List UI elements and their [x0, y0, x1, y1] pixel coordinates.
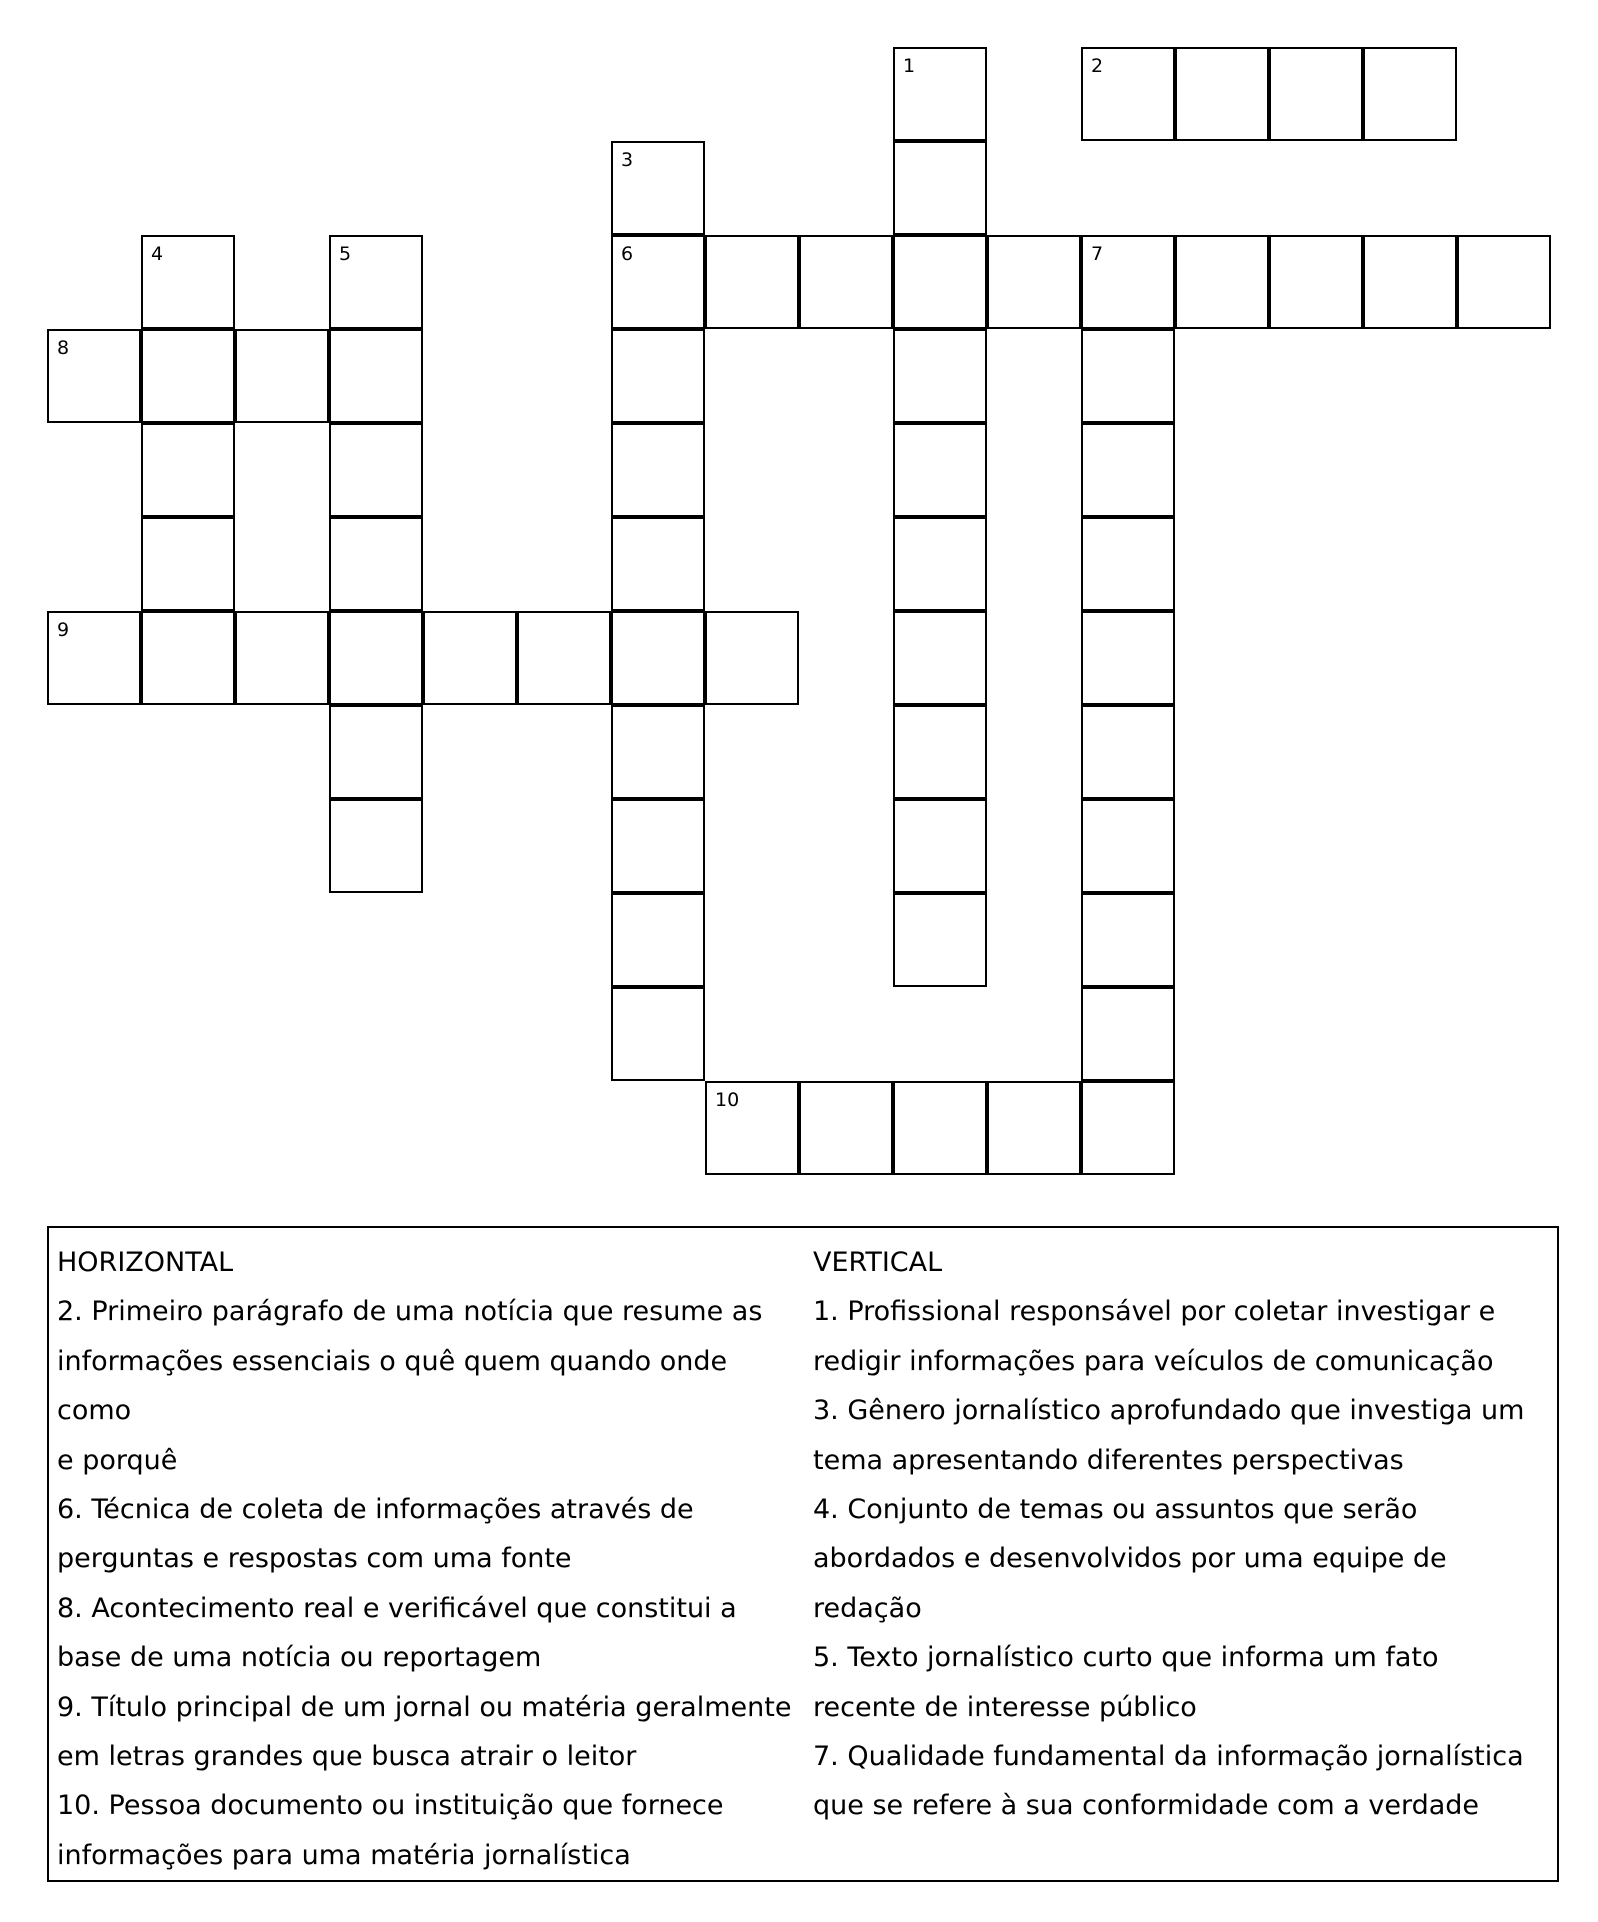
crossword-cell[interactable] — [611, 987, 705, 1081]
crossword-cell[interactable] — [1457, 235, 1551, 329]
crossword-cell[interactable] — [1175, 47, 1269, 141]
clue-line: 3. Gênero jornalístico aprofundado que investiga um — [813, 1395, 1525, 1427]
crossword-cell[interactable] — [235, 329, 329, 423]
clue-line: 7. Qualidade fundamental da informação jornalística — [813, 1741, 1524, 1773]
crossword-cell[interactable] — [1363, 47, 1457, 141]
crossword-cell[interactable] — [517, 611, 611, 705]
crossword-cell[interactable] — [611, 329, 705, 423]
crossword-cell-4[interactable] — [141, 235, 235, 329]
clue-line: 4. Conjunto de temas ou assuntos que serão — [813, 1494, 1418, 1526]
clue-line: 8. Acontecimento real e verificável que constitui a — [57, 1592, 737, 1624]
clue-line: 5. Texto jornalístico curto que informa um fato — [813, 1642, 1439, 1674]
crossword-cell[interactable] — [1081, 517, 1175, 611]
crossword-cell[interactable] — [329, 329, 423, 423]
crossword-cell-7[interactable] — [1081, 235, 1175, 329]
crossword-cell[interactable] — [893, 141, 987, 235]
crossword-cell[interactable] — [141, 329, 235, 423]
crossword-cell[interactable] — [611, 705, 705, 799]
crossword-cell[interactable] — [235, 611, 329, 705]
clue-line: 6. Técnica de coleta de informações através de — [57, 1494, 694, 1526]
crossword-cell[interactable] — [1269, 235, 1363, 329]
crossword-cell[interactable] — [705, 611, 799, 705]
crossword-cell[interactable] — [1081, 799, 1175, 893]
crossword-cell-6[interactable] — [611, 235, 705, 329]
clue-number: 3 — [621, 149, 634, 171]
crossword-cell[interactable] — [893, 235, 987, 329]
crossword-cell-5[interactable] — [329, 235, 423, 329]
crossword-cell[interactable] — [893, 423, 987, 517]
crossword-cell[interactable] — [611, 517, 705, 611]
crossword-cell[interactable] — [423, 611, 517, 705]
clue-number: 2 — [1091, 55, 1104, 77]
clue-line: 9. Título principal de um jornal ou matéria geralmente — [57, 1691, 792, 1723]
crossword-cell[interactable] — [893, 799, 987, 893]
crossword-cell[interactable] — [893, 329, 987, 423]
clue-number: 7 — [1091, 243, 1104, 265]
crossword-cell[interactable] — [1081, 705, 1175, 799]
crossword-cell[interactable] — [1081, 893, 1175, 987]
crossword-cell[interactable] — [1081, 987, 1175, 1081]
clue-line: 10. Pessoa documento ou instituição que fornece — [57, 1790, 724, 1822]
crossword-cell[interactable] — [329, 799, 423, 893]
crossword-cell[interactable] — [611, 799, 705, 893]
horizontal-heading: HORIZONTAL — [57, 1247, 234, 1278]
clue-line: em letras grandes que busca atrair o leitor — [57, 1741, 637, 1773]
crossword-cell[interactable] — [987, 235, 1081, 329]
crossword-cell[interactable] — [1269, 47, 1363, 141]
clue-line: tema apresentando diferentes perspectivas — [813, 1444, 1404, 1476]
crossword-cell[interactable] — [1175, 235, 1269, 329]
clue-number: 10 — [715, 1089, 740, 1111]
clue-line: e porquê — [57, 1444, 178, 1476]
clue-number: 5 — [339, 243, 352, 265]
crossword-cell[interactable] — [141, 517, 235, 611]
clue-line: que se refere à sua conformidade com a verdade — [813, 1790, 1480, 1822]
crossword-cell[interactable] — [705, 235, 799, 329]
clue-number: 8 — [57, 337, 70, 359]
clues-box — [47, 1226, 1559, 1882]
crossword-cell[interactable] — [141, 611, 235, 705]
vertical-heading: VERTICAL — [813, 1247, 943, 1278]
clue-line: redigir informações para veículos de comunicação — [813, 1345, 1494, 1377]
clue-line: informações para uma matéria jornalística — [57, 1839, 631, 1871]
clue-number: 6 — [621, 243, 634, 265]
clue-number: 4 — [151, 243, 164, 265]
crossword-cell[interactable] — [893, 1081, 987, 1175]
crossword-cell[interactable] — [141, 423, 235, 517]
crossword-cell[interactable] — [1081, 611, 1175, 705]
crossword-cell[interactable] — [611, 611, 705, 705]
crossword-cell[interactable] — [799, 235, 893, 329]
clue-line: perguntas e respostas com uma fonte — [57, 1543, 572, 1575]
clue-number: 1 — [903, 55, 916, 77]
clue-line: 1. Profissional responsável por coletar investigar e — [813, 1296, 1496, 1328]
crossword-cell-2[interactable] — [1081, 47, 1175, 141]
horizontal-clues — [57, 1238, 802, 1880]
crossword-cell[interactable] — [1081, 423, 1175, 517]
crossword-cell[interactable] — [987, 1081, 1081, 1175]
crossword-cell[interactable] — [329, 611, 423, 705]
crossword-cell-9[interactable] — [47, 611, 141, 705]
crossword-cell[interactable] — [1363, 235, 1457, 329]
crossword-cell[interactable] — [611, 423, 705, 517]
crossword-cell[interactable] — [893, 611, 987, 705]
clue-line: 2. Primeiro parágrafo de uma notícia que resume as — [57, 1296, 763, 1328]
clue-line: base de uma notícia ou reportagem — [57, 1642, 542, 1674]
crossword-cell[interactable] — [1081, 329, 1175, 423]
crossword-cell[interactable] — [329, 423, 423, 517]
crossword-cell[interactable] — [893, 517, 987, 611]
crossword-cell-8[interactable] — [47, 329, 141, 423]
crossword-cell[interactable] — [893, 893, 987, 987]
crossword-cell[interactable] — [329, 705, 423, 799]
clue-line: abordados e desenvolvidos por uma equipe de redação — [813, 1543, 1447, 1624]
crossword-cell[interactable] — [799, 1081, 893, 1175]
crossword-cell-10[interactable] — [705, 1081, 799, 1175]
vertical-clues — [813, 1238, 1558, 1831]
crossword-cell-3[interactable] — [611, 141, 705, 235]
clue-number: 9 — [57, 619, 70, 641]
crossword-cell[interactable] — [1081, 1081, 1175, 1175]
clue-line: recente de interesse público — [813, 1691, 1197, 1723]
crossword-cell-1[interactable] — [893, 47, 987, 141]
crossword-cell[interactable] — [893, 705, 987, 799]
crossword-cell[interactable] — [329, 517, 423, 611]
clue-line: informações essenciais o quê quem quando onde como — [57, 1345, 728, 1427]
crossword-cell[interactable] — [611, 893, 705, 987]
